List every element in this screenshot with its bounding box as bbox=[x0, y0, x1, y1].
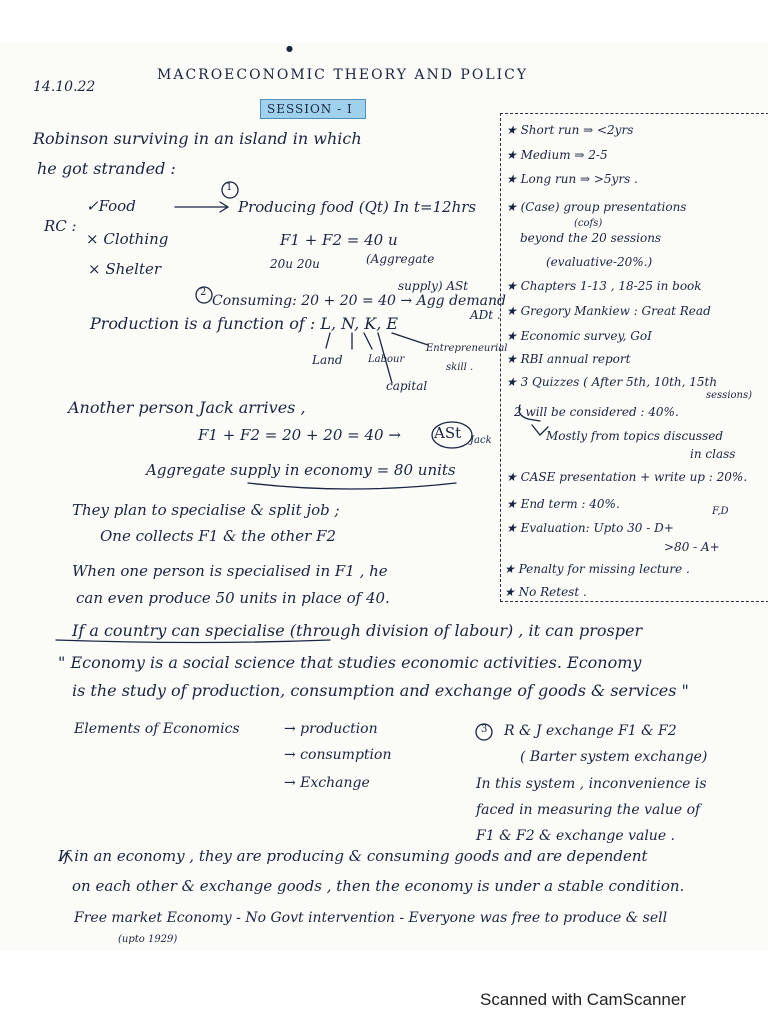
elements-label: Elements of Economics bbox=[74, 721, 240, 737]
specialised-line-2: can even produce 50 units in place of 40. bbox=[76, 589, 390, 607]
units-split: 20u 20u bbox=[270, 257, 320, 271]
note-evaluative: (evaluative-20%.) bbox=[546, 255, 653, 269]
aggregate-label: (Aggregate bbox=[366, 252, 435, 266]
note-long-run: ★ Long run ⇒ >5yrs . bbox=[506, 172, 638, 186]
considered-bracket bbox=[519, 405, 540, 421]
step-number-2: 2 bbox=[200, 287, 207, 298]
note-mankiew: ★ Gregory Mankiew : Great Read bbox=[506, 304, 711, 318]
need-clothing: × Clothing bbox=[86, 230, 169, 248]
mostly-arrow bbox=[532, 425, 548, 435]
prosper-underline bbox=[56, 640, 330, 643]
element-exchange: → Exchange bbox=[284, 775, 370, 791]
need-food: ✓Food bbox=[86, 197, 136, 215]
note-quizzes: ★ 3 Quizzes ( After 5th, 10th, 15th bbox=[506, 375, 718, 389]
aggregate-supply-economy: Aggregate supply in economy = 80 units bbox=[146, 461, 456, 479]
definition-line-1: " Economy is a social science that studies economic activities. Economy bbox=[58, 653, 642, 672]
note-end-term: ★ End term : 40%. bbox=[506, 497, 620, 511]
element-consumption: → consumption bbox=[284, 747, 392, 763]
adt-label: ADt . bbox=[470, 308, 501, 322]
note-short-run: ★ Short run ⇒ <2yrs bbox=[506, 123, 634, 137]
supply-ast: supply) ASt bbox=[398, 279, 469, 293]
jack-arrives: Another person Jack arrives , bbox=[68, 398, 306, 417]
step-number-3: 3 bbox=[481, 724, 488, 735]
intro-line-1: Robinson surviving in an island in which bbox=[33, 129, 362, 148]
inconvenience-line-1: In this system , inconvenience is bbox=[476, 776, 707, 792]
rc-label: RC : bbox=[44, 217, 77, 235]
note-rbi-report: ★ RBI annual report bbox=[506, 352, 631, 366]
specialised-line-1: When one person is specialised in F1 , he bbox=[72, 562, 388, 580]
factor-labour: Labour bbox=[368, 354, 405, 365]
circle-1 bbox=[222, 182, 238, 198]
ink-dot: ● bbox=[286, 44, 293, 53]
factor-skill: skill . bbox=[446, 362, 474, 373]
note-case-presentations: ★ (Case) group presentations bbox=[506, 200, 687, 214]
note-considered: 2 will be considered : 40%. bbox=[514, 405, 679, 419]
scanned-notebook-page bbox=[0, 43, 768, 951]
factor-entrepreneurial: Entrepreneurial bbox=[426, 343, 508, 354]
inconvenience-line-3: F1 & F2 & exchange value . bbox=[476, 828, 676, 844]
circle-2 bbox=[196, 287, 212, 303]
definition-line-2: is the study of production, consumption and exchange of goods & services " bbox=[72, 681, 689, 700]
prosper-line: If a country can specialise (through division of labour) , it can prosper bbox=[72, 621, 643, 640]
aggregate-underline bbox=[248, 483, 456, 489]
jack-equation: F1 + F2 = 20 + 20 = 40 → bbox=[198, 426, 401, 444]
note-mostly-topics: Mostly from topics discussed bbox=[546, 429, 724, 443]
note-in-class: in class bbox=[690, 447, 736, 461]
rj-exchange: R & J exchange F1 & F2 bbox=[504, 723, 677, 739]
page-title: MACROECONOMIC THEORY AND POLICY bbox=[157, 67, 529, 83]
factor-arrows bbox=[326, 333, 428, 383]
insertion-caret bbox=[60, 853, 72, 861]
note-grade-a: >80 - A+ bbox=[664, 540, 720, 554]
scanner-watermark: Scanned with CamScanner bbox=[480, 990, 687, 1009]
ast-circled: ASt bbox=[434, 424, 462, 442]
f1-f2-equation: F1 + F2 = 40 u bbox=[280, 231, 398, 249]
session-label: SESSION - I bbox=[267, 102, 353, 116]
need-shelter: × Shelter bbox=[88, 260, 162, 278]
note-penalty: ★ Penalty for missing lecture . bbox=[504, 562, 690, 576]
pen-marks bbox=[0, 43, 768, 951]
stable-condition-line-1: If in an economy , they are producing & consuming goods and are dependent bbox=[58, 847, 648, 865]
specialise-line-2: One collects F1 & the other F2 bbox=[100, 527, 337, 545]
note-medium: ★ Medium ⇒ 2-5 bbox=[506, 148, 608, 162]
element-production: → production bbox=[284, 721, 378, 737]
step-number-1: 1 bbox=[226, 182, 233, 193]
barter-system: ( Barter system exchange) bbox=[520, 749, 708, 765]
date: 14.10.22 bbox=[33, 79, 96, 95]
factor-land: Land bbox=[312, 353, 343, 367]
note-chapters: ★ Chapters 1-13 , 18-25 in book bbox=[506, 279, 702, 293]
ast-ellipse bbox=[432, 422, 472, 448]
free-market-year: (upto 1929) bbox=[118, 934, 178, 945]
consuming-equation: Consuming: 20 + 20 = 40 → Agg demand bbox=[212, 293, 506, 309]
note-economic-survey: ★ Economic survey, GoI bbox=[506, 329, 652, 343]
specialise-line-1: They plan to specialise & split job ; bbox=[72, 501, 340, 519]
note-no-retest: ★ No Retest . bbox=[504, 585, 587, 599]
note-evaluation: ★ Evaluation: Upto 30 - D+ bbox=[506, 521, 674, 535]
note-sessions: sessions) bbox=[706, 390, 753, 401]
producing-food: Producing food (Qt) In t=12hrs bbox=[238, 198, 477, 216]
factor-capital: capital bbox=[386, 379, 428, 393]
production-function: Production is a function of : L, N, K, E bbox=[90, 314, 399, 333]
free-market-line: Free market Economy - No Govt intervention - Everyone was free to produce & sell bbox=[74, 910, 668, 926]
arrow-producing bbox=[175, 202, 228, 212]
circle-3 bbox=[476, 724, 492, 740]
stable-condition-line-2: on each other & exchange goods , then the economy is under a stable condition. bbox=[72, 877, 685, 895]
intro-line-2: he got stranded : bbox=[37, 159, 176, 178]
jack-label: Jack bbox=[470, 435, 492, 446]
inconvenience-line-2: faced in measuring the value of bbox=[476, 802, 701, 818]
note-cofs: (cofs) bbox=[574, 218, 603, 229]
note-case-write-up: ★ CASE presentation + write up : 20%. bbox=[506, 470, 748, 484]
note-fd: F,D bbox=[712, 506, 729, 517]
note-beyond-sessions: beyond the 20 sessions bbox=[520, 231, 662, 245]
